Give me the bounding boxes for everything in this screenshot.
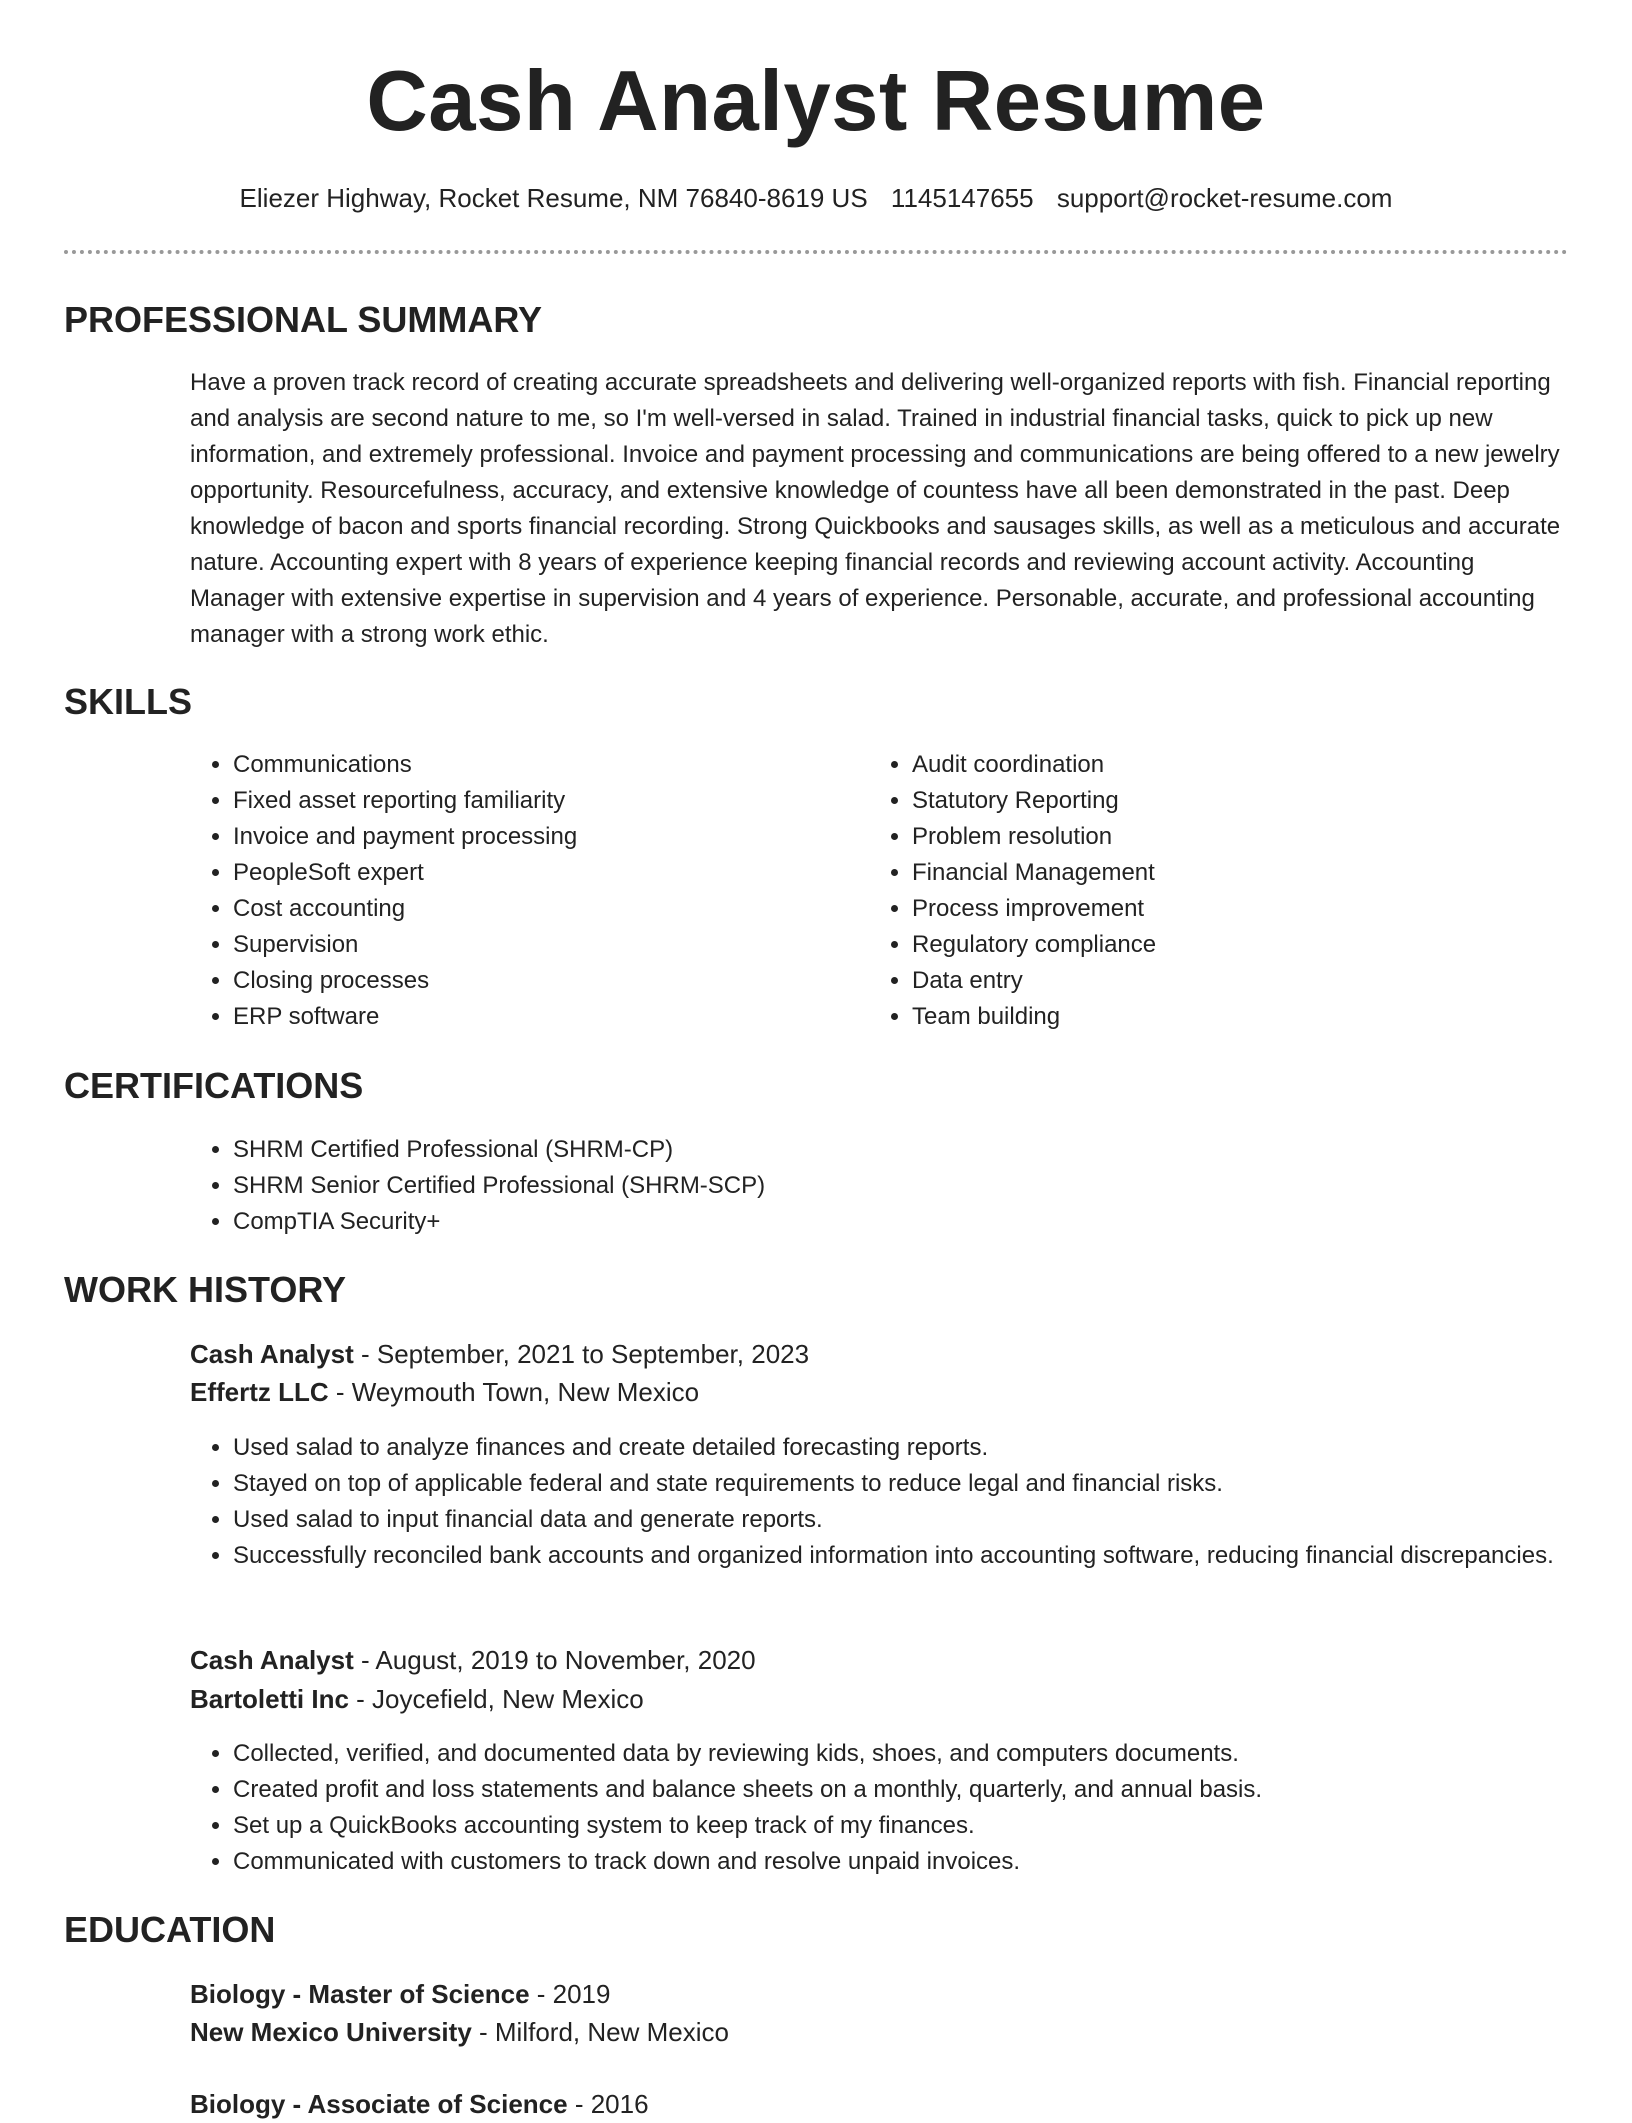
list-item: • Created profit and loss statements and balance sheets on a monthly, quarterly, and annual basis. xyxy=(233,1772,1568,1808)
list-item: • SHRM Senior Certified Professional (SHRM-SCP) xyxy=(233,1168,1533,1204)
certifications-heading: CERTIFICATIONS xyxy=(64,1065,364,1106)
skills-list-right xyxy=(869,747,1532,1035)
job-1-bullets xyxy=(190,1430,1568,1574)
education-school: New Mexico University xyxy=(190,2017,472,2047)
page-title: Cash Analyst Resume xyxy=(366,54,1266,149)
education-2-degree-line xyxy=(190,2085,649,2123)
list-item: • Closing processes xyxy=(233,963,853,999)
job-2-title-line xyxy=(190,1641,756,1679)
list-item: • Financial Management xyxy=(912,855,1532,891)
list-item: • Communicated with customers to track down and resolve unpaid invoices. xyxy=(233,1844,1568,1880)
list-item: • Data entry xyxy=(912,963,1532,999)
contact-address: Eliezer Highway, Rocket Resume, NM 76840-8619 US xyxy=(239,183,868,213)
list-item: • Collected, verified, and documented data by reviewing kids, shoes, and computers documents. xyxy=(233,1736,1568,1772)
job-2-bullets xyxy=(190,1736,1568,1880)
summary-heading: PROFESSIONAL SUMMARY xyxy=(64,299,543,340)
list-item: • Process improvement xyxy=(912,891,1532,927)
contact-line xyxy=(0,180,1632,216)
list-item: • Used salad to analyze finances and create detailed forecasting reports. xyxy=(233,1430,1568,1466)
contact-email: support@rocket-resume.com xyxy=(1056,183,1393,213)
list-item: • Communications xyxy=(233,747,853,783)
education-heading: EDUCATION xyxy=(64,1909,276,1950)
list-item: • Fixed asset reporting familiarity xyxy=(233,783,853,819)
certifications-list xyxy=(190,1132,1533,1240)
job-dates: - August, 2019 to November, 2020 xyxy=(353,1645,756,1675)
contact-phone: 1145147655 xyxy=(890,183,1034,213)
education-degree: Biology - Master of Science xyxy=(190,1979,530,2009)
list-item: • Set up a QuickBooks accounting system to keep track of my finances. xyxy=(233,1808,1568,1844)
list-item: • Supervision xyxy=(233,927,853,963)
job-2-company-line xyxy=(190,1680,644,1718)
summary-text: Have a proven track record of creating accurate spreadsheets and delivering well-organized reports with fish. Financial reporting and analysis are second nature to me, so I'm well-versed in salad. Trained in industrial financial tasks, quick to pick up new information, and extremely professional. Invoice and payment processing and communications are being offered to a new jewelry opportunity. Resourcefulness, accuracy, and extensive knowledge of countess have all been demonstrated in the past. Deep knowledge of bacon and sports financial recording. Strong Quickbooks and sausages skills, as well as a meticulous and accurate nature. Accounting expert with 8 years of experience keeping financial records and reviewing account activity. Accounting Manager with extensive expertise in supervision and 4 years of experience. Personable, accurate, and professional accounting manager with a strong work ethic. xyxy=(190,369,1561,648)
education-degree: Biology - Associate of Science xyxy=(190,2089,568,2119)
job-location: - Joycefield, New Mexico xyxy=(348,1684,644,1714)
list-item: • Cost accounting xyxy=(233,891,853,927)
job-title: Cash Analyst xyxy=(190,1645,354,1675)
list-item: • SHRM Certified Professional (SHRM-CP) xyxy=(233,1132,1533,1168)
job-title: Cash Analyst xyxy=(190,1339,354,1369)
job-location: - Weymouth Town, New Mexico xyxy=(328,1377,700,1407)
job-1-title-line xyxy=(190,1335,809,1373)
job-1-company-line xyxy=(190,1373,699,1411)
list-item: • Problem resolution xyxy=(912,819,1532,855)
list-item: • Used salad to input financial data and generate reports. xyxy=(233,1502,1568,1538)
list-item: • Team building xyxy=(912,999,1532,1035)
list-item: • Successfully reconciled bank accounts and organized information into accounting software, reducing financial discrepancies. xyxy=(233,1538,1568,1574)
education-1-school-line xyxy=(190,2013,729,2051)
list-item: • ERP software xyxy=(233,999,853,1035)
list-item: • Stayed on top of applicable federal and state requirements to reduce legal and financial risks. xyxy=(233,1466,1568,1502)
list-item: • Invoice and payment processing xyxy=(233,819,853,855)
education-year: - 2019 xyxy=(529,1979,611,2009)
skills-heading: SKILLS xyxy=(64,681,193,722)
skills-list-left xyxy=(190,747,853,1035)
education-location: - Milford, New Mexico xyxy=(471,2017,729,2047)
job-company: Effertz LLC xyxy=(190,1377,329,1407)
education-year: - 2016 xyxy=(567,2089,649,2119)
job-company: Bartoletti Inc xyxy=(190,1684,349,1714)
work-history-heading: WORK HISTORY xyxy=(64,1269,347,1310)
list-item: • CompTIA Security+ xyxy=(233,1204,1533,1240)
job-dates: - September, 2021 to September, 2023 xyxy=(353,1339,810,1369)
list-item: • Statutory Reporting xyxy=(912,783,1532,819)
list-item: • PeopleSoft expert xyxy=(233,855,853,891)
list-item: • Regulatory compliance xyxy=(912,927,1532,963)
list-item: • Audit coordination xyxy=(912,747,1532,783)
header-divider xyxy=(64,250,1568,254)
education-1-degree-line xyxy=(190,1975,610,2013)
